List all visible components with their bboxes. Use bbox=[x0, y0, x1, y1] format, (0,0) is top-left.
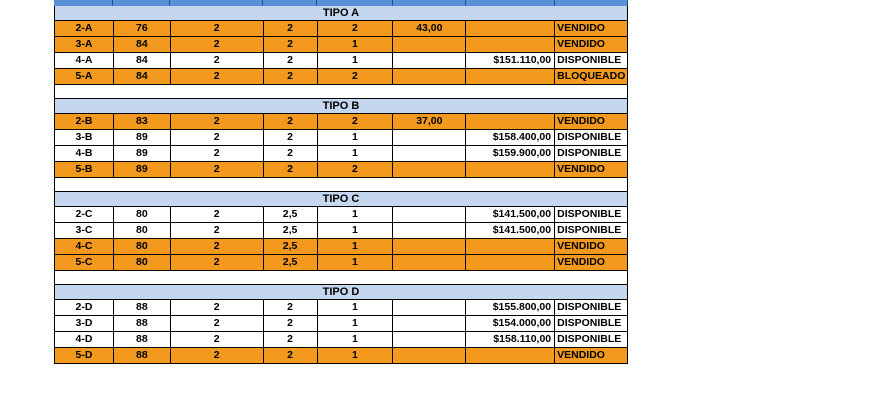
extra-area-cell bbox=[393, 348, 466, 363]
table-row bbox=[54, 348, 628, 364]
unit-cell: 2-C bbox=[55, 207, 114, 222]
bathrooms-cell: 2 bbox=[264, 37, 318, 52]
area-cell: 76 bbox=[114, 21, 171, 36]
group-header: TIPO B bbox=[54, 99, 628, 114]
unit-cell: 2-D bbox=[55, 300, 114, 315]
groups-container bbox=[54, 6, 628, 364]
extra-area-cell bbox=[393, 130, 466, 145]
area-cell: 80 bbox=[114, 239, 171, 254]
parking-cell: 1 bbox=[318, 300, 394, 315]
parking-cell: 1 bbox=[318, 316, 394, 331]
extra-area-cell bbox=[393, 207, 466, 222]
bathrooms-cell: 2 bbox=[264, 348, 318, 363]
status-cell: VENDIDO bbox=[555, 37, 628, 52]
bathrooms-cell: 2 bbox=[264, 146, 318, 161]
parking-cell: 2 bbox=[318, 21, 394, 36]
price-cell bbox=[466, 239, 555, 254]
bedrooms-cell: 2 bbox=[171, 162, 264, 177]
price-cell: $155.800,00 bbox=[466, 300, 555, 315]
unit-cell: 4-D bbox=[55, 332, 114, 347]
area-cell: 89 bbox=[114, 146, 171, 161]
price-cell: $154.000,00 bbox=[466, 316, 555, 331]
bedrooms-cell: 2 bbox=[171, 255, 264, 270]
extra-area-cell: 43,00 bbox=[393, 21, 466, 36]
unit-cell: 2-A bbox=[55, 21, 114, 36]
status-cell: VENDIDO bbox=[555, 114, 628, 129]
bathrooms-cell: 2,5 bbox=[264, 239, 318, 254]
table-row bbox=[54, 239, 628, 255]
group-header: TIPO C bbox=[54, 192, 628, 207]
parking-cell: 2 bbox=[318, 162, 394, 177]
status-cell: DISPONIBLE bbox=[555, 53, 628, 68]
group-header: TIPO D bbox=[54, 285, 628, 300]
area-cell: 84 bbox=[114, 37, 171, 52]
price-cell: $141.500,00 bbox=[466, 207, 555, 222]
bathrooms-cell: 2 bbox=[264, 300, 318, 315]
unit-cell: 4-A bbox=[55, 53, 114, 68]
price-cell bbox=[466, 114, 555, 129]
unit-cell: 5-A bbox=[55, 69, 114, 84]
parking-cell: 1 bbox=[318, 348, 394, 363]
bathrooms-cell: 2 bbox=[264, 332, 318, 347]
unit-cell: 3-D bbox=[55, 316, 114, 331]
bedrooms-cell: 2 bbox=[171, 37, 264, 52]
status-cell: VENDIDO bbox=[555, 255, 628, 270]
bedrooms-cell: 2 bbox=[171, 300, 264, 315]
unit-cell: 4-C bbox=[55, 239, 114, 254]
extra-area-cell bbox=[393, 332, 466, 347]
bedrooms-cell: 2 bbox=[171, 69, 264, 84]
extra-area-cell bbox=[393, 69, 466, 84]
parking-cell: 1 bbox=[318, 332, 394, 347]
parking-cell: 2 bbox=[318, 114, 394, 129]
status-cell: VENDIDO bbox=[555, 21, 628, 36]
bathrooms-cell: 2 bbox=[264, 162, 318, 177]
bedrooms-cell: 2 bbox=[171, 332, 264, 347]
parking-cell: 1 bbox=[318, 207, 394, 222]
bedrooms-cell: 2 bbox=[171, 223, 264, 238]
status-cell: DISPONIBLE bbox=[555, 223, 628, 238]
extra-area-cell bbox=[393, 146, 466, 161]
unit-cell: 5-B bbox=[55, 162, 114, 177]
price-cell bbox=[466, 21, 555, 36]
table-row bbox=[54, 255, 628, 271]
extra-area-cell: 37,00 bbox=[393, 114, 466, 129]
bedrooms-cell: 2 bbox=[171, 114, 264, 129]
parking-cell: 1 bbox=[318, 223, 394, 238]
parking-cell: 1 bbox=[318, 37, 394, 52]
status-cell: VENDIDO bbox=[555, 348, 628, 363]
extra-area-cell bbox=[393, 255, 466, 270]
table-row bbox=[54, 69, 628, 85]
price-cell bbox=[466, 255, 555, 270]
price-cell bbox=[466, 162, 555, 177]
table-row bbox=[54, 53, 628, 69]
status-cell: DISPONIBLE bbox=[555, 207, 628, 222]
price-cell bbox=[466, 348, 555, 363]
table-row bbox=[54, 316, 628, 332]
extra-area-cell bbox=[393, 300, 466, 315]
area-cell: 89 bbox=[114, 162, 171, 177]
bedrooms-cell: 2 bbox=[171, 239, 264, 254]
table-row bbox=[54, 130, 628, 146]
parking-cell: 2 bbox=[318, 69, 394, 84]
table-row bbox=[54, 37, 628, 53]
parking-cell: 1 bbox=[318, 130, 394, 145]
unit-cell: 3-A bbox=[55, 37, 114, 52]
bedrooms-cell: 2 bbox=[171, 348, 264, 363]
table-row bbox=[54, 300, 628, 316]
price-cell: $158.400,00 bbox=[466, 130, 555, 145]
unit-cell: 3-C bbox=[55, 223, 114, 238]
extra-area-cell bbox=[393, 239, 466, 254]
unit-cell: 5-C bbox=[55, 255, 114, 270]
table-row bbox=[54, 162, 628, 178]
table-row bbox=[54, 114, 628, 130]
status-cell: VENDIDO bbox=[555, 162, 628, 177]
price-cell bbox=[466, 37, 555, 52]
bathrooms-cell: 2 bbox=[264, 53, 318, 68]
area-cell: 84 bbox=[114, 69, 171, 84]
status-cell: BLOQUEADO bbox=[555, 69, 628, 84]
price-cell: $158.110,00 bbox=[466, 332, 555, 347]
area-cell: 88 bbox=[114, 348, 171, 363]
group-spacer bbox=[54, 178, 628, 192]
area-cell: 89 bbox=[114, 130, 171, 145]
group-header: TIPO A bbox=[54, 6, 628, 21]
extra-area-cell bbox=[393, 162, 466, 177]
area-cell: 80 bbox=[114, 207, 171, 222]
price-cell: $141.500,00 bbox=[466, 223, 555, 238]
extra-area-cell bbox=[393, 316, 466, 331]
units-table bbox=[54, 0, 628, 364]
price-cell: $159.900,00 bbox=[466, 146, 555, 161]
table-row bbox=[54, 146, 628, 162]
area-cell: 88 bbox=[114, 332, 171, 347]
status-cell: DISPONIBLE bbox=[555, 316, 628, 331]
extra-area-cell bbox=[393, 37, 466, 52]
bathrooms-cell: 2,5 bbox=[264, 223, 318, 238]
area-cell: 88 bbox=[114, 316, 171, 331]
bathrooms-cell: 2,5 bbox=[264, 255, 318, 270]
bathrooms-cell: 2 bbox=[264, 130, 318, 145]
unit-cell: 4-B bbox=[55, 146, 114, 161]
group-spacer bbox=[54, 85, 628, 99]
extra-area-cell bbox=[393, 53, 466, 68]
status-cell: DISPONIBLE bbox=[555, 130, 628, 145]
bathrooms-cell: 2 bbox=[264, 114, 318, 129]
bathrooms-cell: 2 bbox=[264, 316, 318, 331]
bedrooms-cell: 2 bbox=[171, 316, 264, 331]
unit-cell: 2-B bbox=[55, 114, 114, 129]
parking-cell: 1 bbox=[318, 255, 394, 270]
bedrooms-cell: 2 bbox=[171, 21, 264, 36]
unit-cell: 3-B bbox=[55, 130, 114, 145]
table-row bbox=[54, 21, 628, 37]
unit-cell: 5-D bbox=[55, 348, 114, 363]
area-cell: 84 bbox=[114, 53, 171, 68]
status-cell: DISPONIBLE bbox=[555, 146, 628, 161]
area-cell: 83 bbox=[114, 114, 171, 129]
bedrooms-cell: 2 bbox=[171, 53, 264, 68]
bathrooms-cell: 2,5 bbox=[264, 207, 318, 222]
bedrooms-cell: 2 bbox=[171, 207, 264, 222]
bathrooms-cell: 2 bbox=[264, 21, 318, 36]
table-row bbox=[54, 207, 628, 223]
group-spacer bbox=[54, 271, 628, 285]
bathrooms-cell: 2 bbox=[264, 69, 318, 84]
area-cell: 80 bbox=[114, 255, 171, 270]
table-row bbox=[54, 223, 628, 239]
parking-cell: 1 bbox=[318, 53, 394, 68]
parking-cell: 1 bbox=[318, 146, 394, 161]
price-cell: $151.110,00 bbox=[466, 53, 555, 68]
table-row bbox=[54, 332, 628, 348]
status-cell: DISPONIBLE bbox=[555, 332, 628, 347]
extra-area-cell bbox=[393, 223, 466, 238]
status-cell: VENDIDO bbox=[555, 239, 628, 254]
parking-cell: 1 bbox=[318, 239, 394, 254]
area-cell: 88 bbox=[114, 300, 171, 315]
area-cell: 80 bbox=[114, 223, 171, 238]
bedrooms-cell: 2 bbox=[171, 146, 264, 161]
status-cell: DISPONIBLE bbox=[555, 300, 628, 315]
price-cell bbox=[466, 69, 555, 84]
bedrooms-cell: 2 bbox=[171, 130, 264, 145]
